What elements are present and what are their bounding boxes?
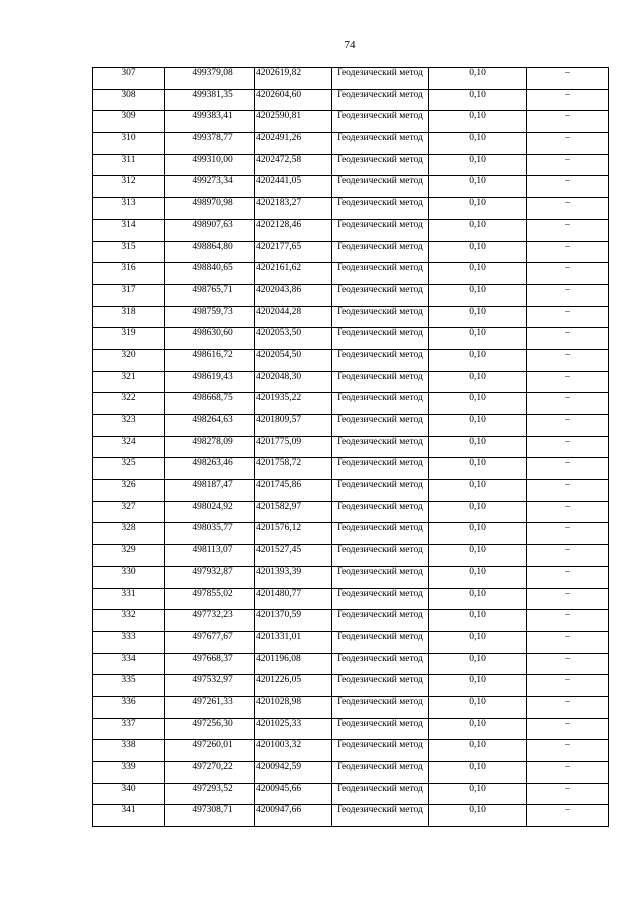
note-cell: – bbox=[527, 219, 609, 241]
x-coordinate-cell: 498864,80 bbox=[165, 241, 255, 263]
note-cell: – bbox=[527, 458, 609, 480]
accuracy-cell: 0,10 bbox=[429, 718, 527, 740]
method-cell: Геодезический метод bbox=[332, 740, 429, 762]
table-row bbox=[93, 198, 609, 220]
method-cell: Геодезический метод bbox=[332, 241, 429, 263]
y-coordinate-cell: 4201775,09 bbox=[255, 436, 332, 458]
y-coordinate-cell: 4202053,50 bbox=[255, 328, 332, 350]
y-coordinate-cell: 4202619,82 bbox=[255, 68, 332, 90]
method-cell: Геодезический метод bbox=[332, 458, 429, 480]
note-cell: – bbox=[527, 436, 609, 458]
point-number-cell: 330 bbox=[93, 566, 165, 588]
point-number-cell: 319 bbox=[93, 328, 165, 350]
note-cell: – bbox=[527, 68, 609, 90]
point-number-cell: 331 bbox=[93, 588, 165, 610]
accuracy-cell: 0,10 bbox=[429, 371, 527, 393]
x-coordinate-cell: 498630,60 bbox=[165, 328, 255, 350]
y-coordinate-cell: 4201745,86 bbox=[255, 480, 332, 502]
y-coordinate-cell: 4202491,26 bbox=[255, 133, 332, 155]
note-cell: – bbox=[527, 263, 609, 285]
y-coordinate-cell: 4201025,33 bbox=[255, 718, 332, 740]
note-cell: – bbox=[527, 631, 609, 653]
point-number-cell: 338 bbox=[93, 740, 165, 762]
table-row bbox=[93, 68, 609, 90]
accuracy-cell: 0,10 bbox=[429, 631, 527, 653]
note-cell: – bbox=[527, 718, 609, 740]
table-row bbox=[93, 718, 609, 740]
note-cell: – bbox=[527, 740, 609, 762]
accuracy-cell: 0,10 bbox=[429, 588, 527, 610]
point-number-cell: 341 bbox=[93, 805, 165, 827]
coordinates-table-body bbox=[93, 68, 609, 827]
table-row bbox=[93, 349, 609, 371]
table-row bbox=[93, 328, 609, 350]
method-cell: Геодезический метод bbox=[332, 176, 429, 198]
note-cell: – bbox=[527, 523, 609, 545]
point-number-cell: 326 bbox=[93, 480, 165, 502]
x-coordinate-cell: 497532,97 bbox=[165, 675, 255, 697]
y-coordinate-cell: 4201582,97 bbox=[255, 501, 332, 523]
method-cell: Геодезический метод bbox=[332, 762, 429, 784]
table-row bbox=[93, 675, 609, 697]
y-coordinate-cell: 4202441,05 bbox=[255, 176, 332, 198]
method-cell: Геодезический метод bbox=[332, 545, 429, 567]
x-coordinate-cell: 498263,46 bbox=[165, 458, 255, 480]
note-cell: – bbox=[527, 241, 609, 263]
method-cell: Геодезический метод bbox=[332, 393, 429, 415]
table-row bbox=[93, 89, 609, 111]
method-cell: Геодезический метод bbox=[332, 154, 429, 176]
accuracy-cell: 0,10 bbox=[429, 523, 527, 545]
method-cell: Геодезический метод bbox=[332, 306, 429, 328]
point-number-cell: 311 bbox=[93, 154, 165, 176]
note-cell: – bbox=[527, 675, 609, 697]
accuracy-cell: 0,10 bbox=[429, 545, 527, 567]
point-number-cell: 317 bbox=[93, 284, 165, 306]
x-coordinate-cell: 497932,87 bbox=[165, 566, 255, 588]
x-coordinate-cell: 498113,07 bbox=[165, 545, 255, 567]
table-row bbox=[93, 458, 609, 480]
point-number-cell: 336 bbox=[93, 696, 165, 718]
x-coordinate-cell: 497855,02 bbox=[165, 588, 255, 610]
table-row bbox=[93, 566, 609, 588]
y-coordinate-cell: 4201393,39 bbox=[255, 566, 332, 588]
table-row bbox=[93, 762, 609, 784]
table-row bbox=[93, 783, 609, 805]
method-cell: Геодезический метод bbox=[332, 111, 429, 133]
y-coordinate-cell: 4201527,45 bbox=[255, 545, 332, 567]
y-coordinate-cell: 4201576,12 bbox=[255, 523, 332, 545]
accuracy-cell: 0,10 bbox=[429, 219, 527, 241]
method-cell: Геодезический метод bbox=[332, 696, 429, 718]
accuracy-cell: 0,10 bbox=[429, 480, 527, 502]
y-coordinate-cell: 4202048,30 bbox=[255, 371, 332, 393]
x-coordinate-cell: 497677,67 bbox=[165, 631, 255, 653]
method-cell: Геодезический метод bbox=[332, 653, 429, 675]
x-coordinate-cell: 498024,92 bbox=[165, 501, 255, 523]
note-cell: – bbox=[527, 696, 609, 718]
y-coordinate-cell: 4202044,28 bbox=[255, 306, 332, 328]
point-number-cell: 314 bbox=[93, 219, 165, 241]
point-number-cell: 337 bbox=[93, 718, 165, 740]
x-coordinate-cell: 499310,00 bbox=[165, 154, 255, 176]
x-coordinate-cell: 497261,33 bbox=[165, 696, 255, 718]
page-number: 74 bbox=[344, 39, 356, 51]
x-coordinate-cell: 498765,71 bbox=[165, 284, 255, 306]
x-coordinate-cell: 497308,71 bbox=[165, 805, 255, 827]
y-coordinate-cell: 4201480,77 bbox=[255, 588, 332, 610]
table-row bbox=[93, 436, 609, 458]
method-cell: Геодезический метод bbox=[332, 436, 429, 458]
y-coordinate-cell: 4201758,72 bbox=[255, 458, 332, 480]
point-number-cell: 329 bbox=[93, 545, 165, 567]
point-number-cell: 307 bbox=[93, 68, 165, 90]
method-cell: Геодезический метод bbox=[332, 718, 429, 740]
accuracy-cell: 0,10 bbox=[429, 89, 527, 111]
x-coordinate-cell: 498278,09 bbox=[165, 436, 255, 458]
point-number-cell: 316 bbox=[93, 263, 165, 285]
accuracy-cell: 0,10 bbox=[429, 111, 527, 133]
table-row bbox=[93, 480, 609, 502]
method-cell: Геодезический метод bbox=[332, 198, 429, 220]
accuracy-cell: 0,10 bbox=[429, 133, 527, 155]
x-coordinate-cell: 497256,30 bbox=[165, 718, 255, 740]
note-cell: – bbox=[527, 393, 609, 415]
point-number-cell: 332 bbox=[93, 610, 165, 632]
accuracy-cell: 0,10 bbox=[429, 393, 527, 415]
note-cell: – bbox=[527, 349, 609, 371]
method-cell: Геодезический метод bbox=[332, 675, 429, 697]
point-number-cell: 318 bbox=[93, 306, 165, 328]
y-coordinate-cell: 4201028,98 bbox=[255, 696, 332, 718]
y-coordinate-cell: 4200947,66 bbox=[255, 805, 332, 827]
x-coordinate-cell: 499273,34 bbox=[165, 176, 255, 198]
point-number-cell: 321 bbox=[93, 371, 165, 393]
x-coordinate-cell: 499381,35 bbox=[165, 89, 255, 111]
accuracy-cell: 0,10 bbox=[429, 415, 527, 437]
accuracy-cell: 0,10 bbox=[429, 610, 527, 632]
method-cell: Геодезический метод bbox=[332, 415, 429, 437]
table-row bbox=[93, 696, 609, 718]
x-coordinate-cell: 498759,73 bbox=[165, 306, 255, 328]
note-cell: – bbox=[527, 501, 609, 523]
y-coordinate-cell: 4202590,81 bbox=[255, 111, 332, 133]
x-coordinate-cell: 499378,77 bbox=[165, 133, 255, 155]
y-coordinate-cell: 4202161,62 bbox=[255, 263, 332, 285]
x-coordinate-cell: 497732,23 bbox=[165, 610, 255, 632]
accuracy-cell: 0,10 bbox=[429, 263, 527, 285]
accuracy-cell: 0,10 bbox=[429, 740, 527, 762]
x-coordinate-cell: 498187,47 bbox=[165, 480, 255, 502]
method-cell: Геодезический метод bbox=[332, 805, 429, 827]
y-coordinate-cell: 4202054,50 bbox=[255, 349, 332, 371]
x-coordinate-cell: 498264,63 bbox=[165, 415, 255, 437]
accuracy-cell: 0,10 bbox=[429, 501, 527, 523]
table-row bbox=[93, 653, 609, 675]
table-row bbox=[93, 415, 609, 437]
y-coordinate-cell: 4202183,27 bbox=[255, 198, 332, 220]
note-cell: – bbox=[527, 198, 609, 220]
table-row bbox=[93, 545, 609, 567]
x-coordinate-cell: 497270,22 bbox=[165, 762, 255, 784]
point-number-cell: 333 bbox=[93, 631, 165, 653]
method-cell: Геодезический метод bbox=[332, 284, 429, 306]
method-cell: Геодезический метод bbox=[332, 480, 429, 502]
method-cell: Геодезический метод bbox=[332, 566, 429, 588]
table-row bbox=[93, 371, 609, 393]
y-coordinate-cell: 4202472,58 bbox=[255, 154, 332, 176]
accuracy-cell: 0,10 bbox=[429, 284, 527, 306]
point-number-cell: 335 bbox=[93, 675, 165, 697]
accuracy-cell: 0,10 bbox=[429, 762, 527, 784]
table-row bbox=[93, 219, 609, 241]
x-coordinate-cell: 498616,72 bbox=[165, 349, 255, 371]
point-number-cell: 308 bbox=[93, 89, 165, 111]
point-number-cell: 322 bbox=[93, 393, 165, 415]
coordinates-table bbox=[92, 67, 609, 827]
accuracy-cell: 0,10 bbox=[429, 68, 527, 90]
method-cell: Геодезический метод bbox=[332, 328, 429, 350]
method-cell: Геодезический метод bbox=[332, 219, 429, 241]
accuracy-cell: 0,10 bbox=[429, 306, 527, 328]
method-cell: Геодезический метод bbox=[332, 89, 429, 111]
x-coordinate-cell: 497260,01 bbox=[165, 740, 255, 762]
method-cell: Геодезический метод bbox=[332, 631, 429, 653]
point-number-cell: 339 bbox=[93, 762, 165, 784]
method-cell: Геодезический метод bbox=[332, 501, 429, 523]
note-cell: – bbox=[527, 154, 609, 176]
x-coordinate-cell: 498907,63 bbox=[165, 219, 255, 241]
point-number-cell: 324 bbox=[93, 436, 165, 458]
y-coordinate-cell: 4202043,86 bbox=[255, 284, 332, 306]
y-coordinate-cell: 4202604,60 bbox=[255, 89, 332, 111]
point-number-cell: 327 bbox=[93, 501, 165, 523]
y-coordinate-cell: 4201370,59 bbox=[255, 610, 332, 632]
accuracy-cell: 0,10 bbox=[429, 653, 527, 675]
note-cell: – bbox=[527, 783, 609, 805]
note-cell: – bbox=[527, 480, 609, 502]
point-number-cell: 309 bbox=[93, 111, 165, 133]
accuracy-cell: 0,10 bbox=[429, 176, 527, 198]
method-cell: Геодезический метод bbox=[332, 783, 429, 805]
table-row bbox=[93, 631, 609, 653]
table-row bbox=[93, 523, 609, 545]
y-coordinate-cell: 4201809,57 bbox=[255, 415, 332, 437]
table-row bbox=[93, 263, 609, 285]
table-row bbox=[93, 154, 609, 176]
point-number-cell: 315 bbox=[93, 241, 165, 263]
x-coordinate-cell: 498970,98 bbox=[165, 198, 255, 220]
y-coordinate-cell: 4201935,22 bbox=[255, 393, 332, 415]
accuracy-cell: 0,10 bbox=[429, 458, 527, 480]
table-row bbox=[93, 740, 609, 762]
note-cell: – bbox=[527, 328, 609, 350]
accuracy-cell: 0,10 bbox=[429, 696, 527, 718]
note-cell: – bbox=[527, 284, 609, 306]
table-row bbox=[93, 284, 609, 306]
point-number-cell: 323 bbox=[93, 415, 165, 437]
accuracy-cell: 0,10 bbox=[429, 566, 527, 588]
note-cell: – bbox=[527, 545, 609, 567]
y-coordinate-cell: 4201196,08 bbox=[255, 653, 332, 675]
note-cell: – bbox=[527, 588, 609, 610]
note-cell: – bbox=[527, 566, 609, 588]
point-number-cell: 312 bbox=[93, 176, 165, 198]
x-coordinate-cell: 497293,52 bbox=[165, 783, 255, 805]
accuracy-cell: 0,10 bbox=[429, 241, 527, 263]
x-coordinate-cell: 498035,77 bbox=[165, 523, 255, 545]
point-number-cell: 320 bbox=[93, 349, 165, 371]
table-row bbox=[93, 133, 609, 155]
note-cell: – bbox=[527, 306, 609, 328]
y-coordinate-cell: 4200942,59 bbox=[255, 762, 332, 784]
method-cell: Геодезический метод bbox=[332, 68, 429, 90]
point-number-cell: 340 bbox=[93, 783, 165, 805]
accuracy-cell: 0,10 bbox=[429, 198, 527, 220]
point-number-cell: 313 bbox=[93, 198, 165, 220]
table-row bbox=[93, 610, 609, 632]
table-row bbox=[93, 111, 609, 133]
note-cell: – bbox=[527, 133, 609, 155]
table-row bbox=[93, 588, 609, 610]
note-cell: – bbox=[527, 176, 609, 198]
method-cell: Геодезический метод bbox=[332, 371, 429, 393]
method-cell: Геодезический метод bbox=[332, 133, 429, 155]
note-cell: – bbox=[527, 415, 609, 437]
accuracy-cell: 0,10 bbox=[429, 328, 527, 350]
point-number-cell: 310 bbox=[93, 133, 165, 155]
x-coordinate-cell: 498840,65 bbox=[165, 263, 255, 285]
y-coordinate-cell: 4201331,01 bbox=[255, 631, 332, 653]
y-coordinate-cell: 4202128,46 bbox=[255, 219, 332, 241]
y-coordinate-cell: 4201226,05 bbox=[255, 675, 332, 697]
y-coordinate-cell: 4200945,66 bbox=[255, 783, 332, 805]
note-cell: – bbox=[527, 371, 609, 393]
point-number-cell: 328 bbox=[93, 523, 165, 545]
point-number-cell: 325 bbox=[93, 458, 165, 480]
x-coordinate-cell: 499383,41 bbox=[165, 111, 255, 133]
y-coordinate-cell: 4202177,65 bbox=[255, 241, 332, 263]
accuracy-cell: 0,10 bbox=[429, 675, 527, 697]
note-cell: – bbox=[527, 653, 609, 675]
note-cell: – bbox=[527, 111, 609, 133]
table-row bbox=[93, 306, 609, 328]
note-cell: – bbox=[527, 89, 609, 111]
x-coordinate-cell: 498668,75 bbox=[165, 393, 255, 415]
accuracy-cell: 0,10 bbox=[429, 436, 527, 458]
y-coordinate-cell: 4201003,32 bbox=[255, 740, 332, 762]
method-cell: Геодезический метод bbox=[332, 588, 429, 610]
note-cell: – bbox=[527, 805, 609, 827]
method-cell: Геодезический метод bbox=[332, 523, 429, 545]
x-coordinate-cell: 499379,08 bbox=[165, 68, 255, 90]
method-cell: Геодезический метод bbox=[332, 349, 429, 371]
accuracy-cell: 0,10 bbox=[429, 783, 527, 805]
method-cell: Геодезический метод bbox=[332, 610, 429, 632]
accuracy-cell: 0,10 bbox=[429, 349, 527, 371]
table-row bbox=[93, 241, 609, 263]
point-number-cell: 334 bbox=[93, 653, 165, 675]
table-row bbox=[93, 176, 609, 198]
table-row bbox=[93, 805, 609, 827]
method-cell: Геодезический метод bbox=[332, 263, 429, 285]
x-coordinate-cell: 498619,43 bbox=[165, 371, 255, 393]
table-row bbox=[93, 501, 609, 523]
table-row bbox=[93, 393, 609, 415]
accuracy-cell: 0,10 bbox=[429, 154, 527, 176]
x-coordinate-cell: 497668,37 bbox=[165, 653, 255, 675]
note-cell: – bbox=[527, 610, 609, 632]
accuracy-cell: 0,10 bbox=[429, 805, 527, 827]
note-cell: – bbox=[527, 762, 609, 784]
